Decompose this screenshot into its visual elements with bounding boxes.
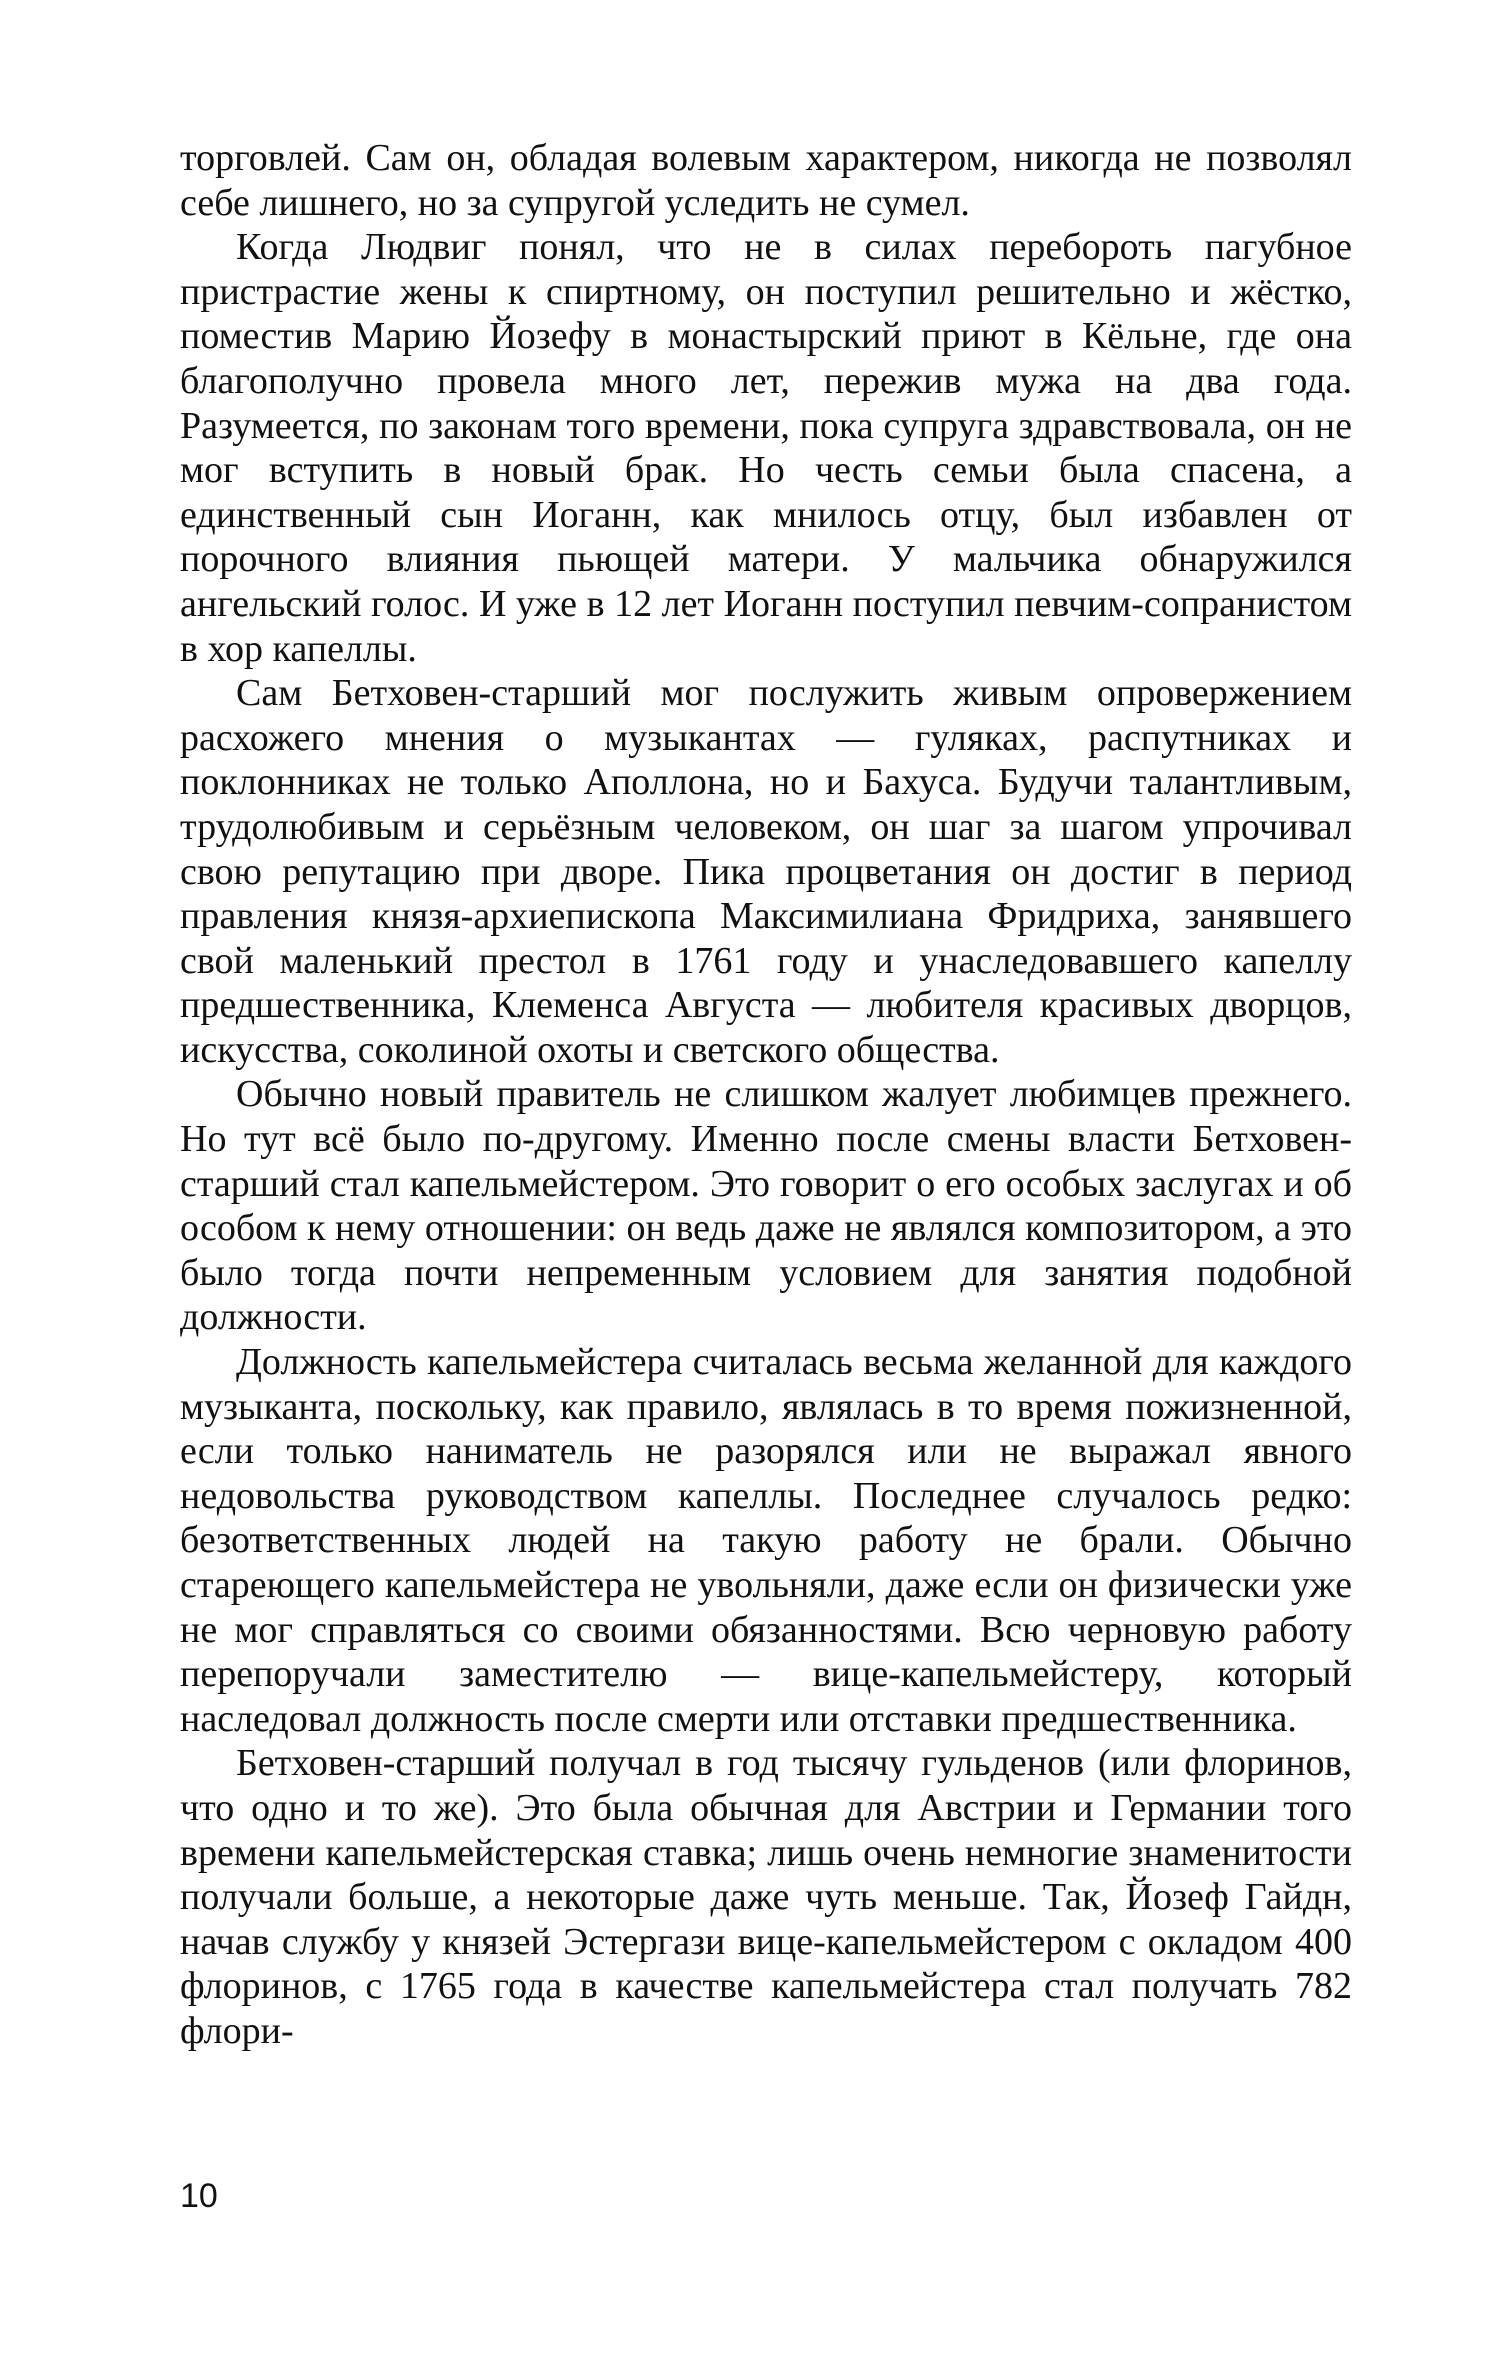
page-number: 10 — [180, 2177, 218, 2215]
body-text — [180, 136, 1352, 2054]
paragraph-3: Сам Бетховен-старший мог послужить живым опровержением расхожего мнения о музыкантах — гуляках, распутниках и поклонниках не только Аполлона, но и Бахуса. Будучи талантливым, трудолюбивым и серьёзным человеком, он шаг за шагом упрочивал свою репутацию при дворе. Пика процветания он достиг в период правления князя-архиепископа Максимилиана Фридриха, занявшего свой маленький престол в 1761 году и унаследовавшего капеллу предшественника, Клеменса Августа — любителя красивых дворцов, искусства, соколиной охоты и светского общества. — [180, 672, 1352, 1071]
paragraph-1: торговлей. Сам он, обладая волевым характером, никогда не позволял себе лишнего, но за супругой уследить не сумел. — [180, 137, 1352, 224]
paragraph-4: Обычно новый правитель не слишком жалует любимцев прежнего. Но тут всё было по-другому. Именно после смены власти Бетховен-старший стал капельмейстером. Это говорит о его особых заслугах и об особом к нему отношении: он ведь даже не являлся композитором, а это было тогда почти непременным условием для занятия подобной должности. — [180, 1073, 1352, 1339]
paragraph-5: Должность капельмейстера считалась весьма желанной для каждого музыканта, поскольку, как правило, являлась в то время пожизненной, если только наниматель не разорялся или не выражал явного недовольства руководством капеллы. Последнее случалось редко: безответственных людей на такую работу не брали. Обычно стареющего капельмейстера не увольняли, даже если он физически уже не мог справляться со своими обязанностями. Всю черновую работу перепоручали заместителю — вице-капельмейстеру, который наследовал должность после смерти или отставки предшественника. — [180, 1341, 1352, 1740]
paragraph-6: Бетховен-старший получал в год тысячу гульденов (или флоринов, что одно и то же). Это была обычная для Австрии и Германии того времени капельмейстерская ставка; лишь очень немногие знаменитости получали больше, а некоторые даже чуть меньше. Так, Йозеф Гайдн, начав службу у князей Эстергази вице-капельмейстером с окладом 400 флоринов, с 1765 года в качестве капельмейстера стал получать 782 флори- — [180, 1742, 1352, 2052]
paragraph-2: Когда Людвиг понял, что не в силах перебороть пагубное пристрастие жены к спиртному, он поступил решительно и жёстко, поместив Марию Йозефу в монастырский приют в Кёльне, где она благополучно провела много лет, пережив мужа на два года. Разумеется, по законам того времени, пока супруга здравствовала, он не мог вступить в новый брак. Но честь семьи была спасена, а единственный сын Иоганн, как мнилось отцу, был избавлен от порочного влияния пьющей матери. У мальчика обнаружился ангельский голос. И уже в 12 лет Иоганн поступил певчим-сопранистом в хор капеллы. — [180, 226, 1352, 670]
